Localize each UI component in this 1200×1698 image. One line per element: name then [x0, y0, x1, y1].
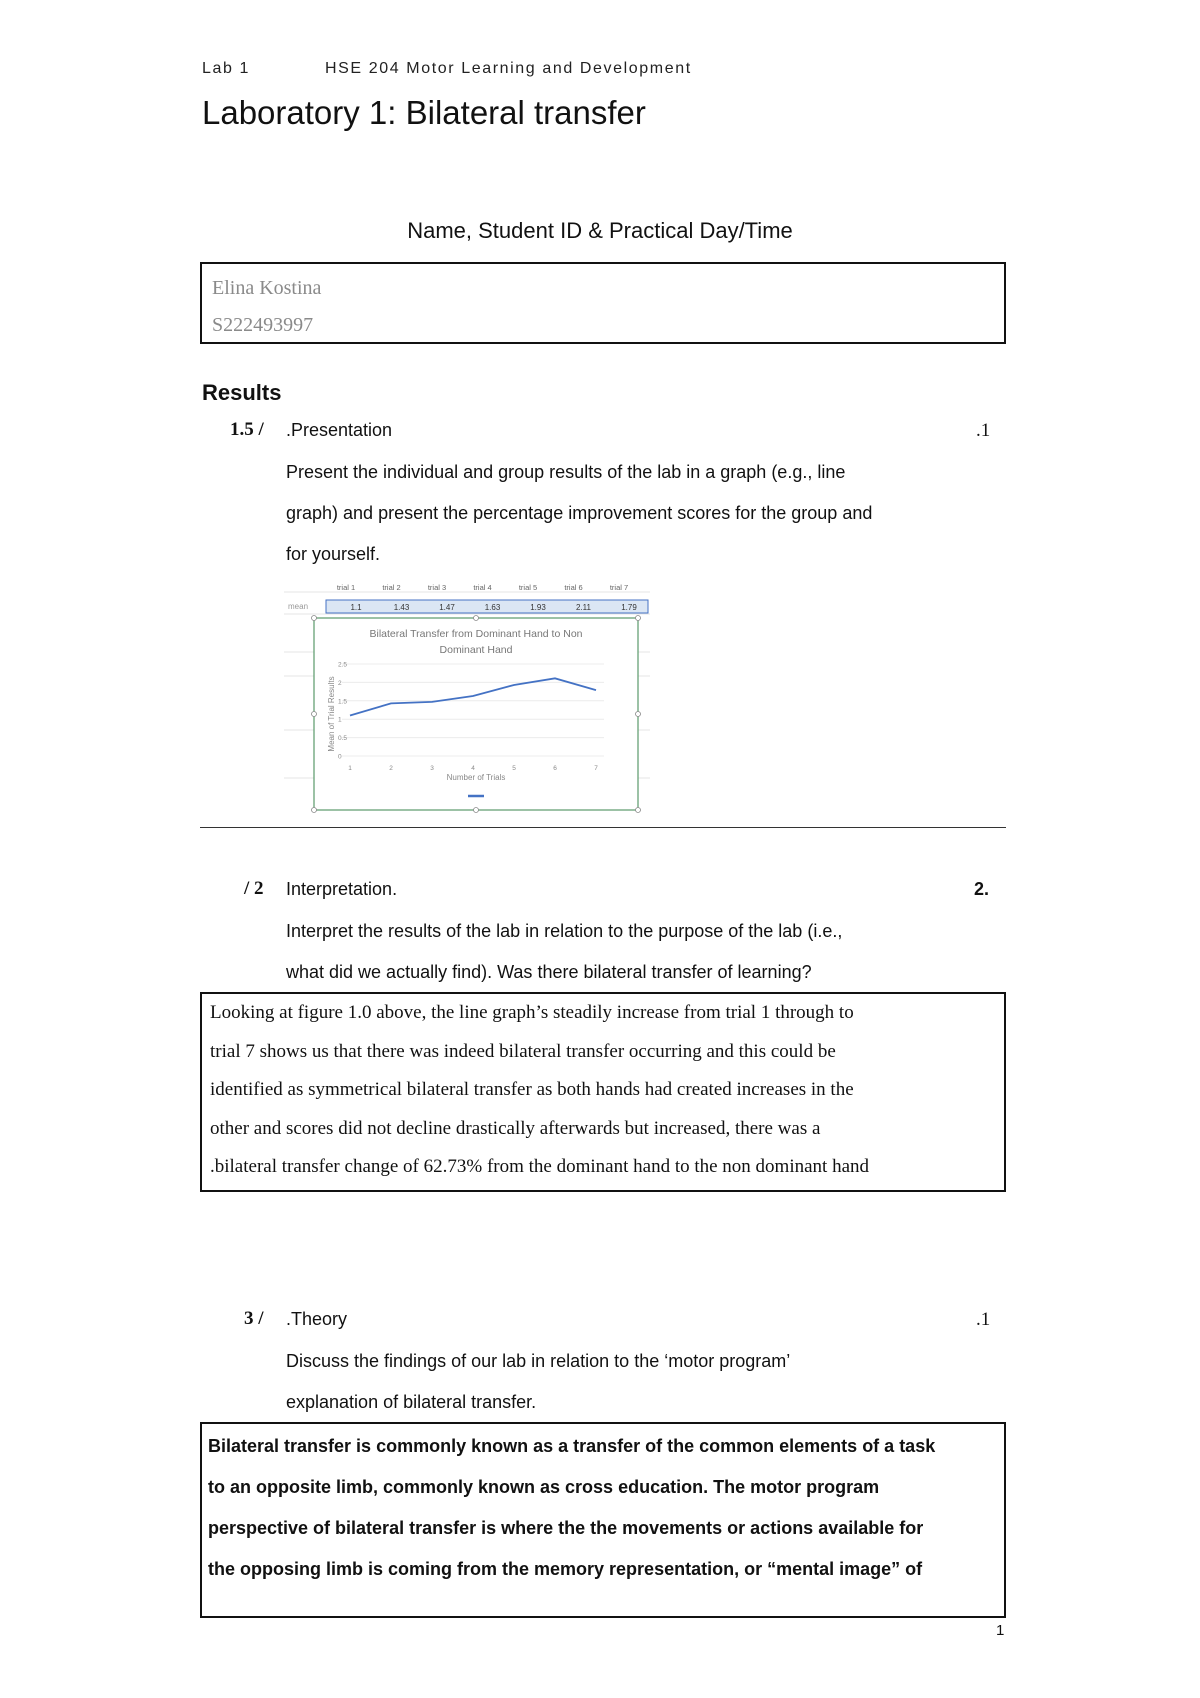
chart-ylabel: Mean of Trial Results: [327, 676, 336, 752]
chart-title-line-1: Bilateral Transfer from Dominant Hand to Non: [369, 628, 583, 640]
y-tick-label: 2.5: [338, 661, 348, 669]
q2-answer-line: other and scores did not decline drastically afterwards but increased, there was a: [210, 1117, 821, 1139]
y-tick-label: 1.5: [338, 698, 348, 706]
q2-prompt-line: what did we actually find). Was there bilateral transfer of learning?: [286, 962, 812, 982]
q3-score: 3 /: [244, 1308, 264, 1329]
q3-prompt-line: explanation of bilateral transfer.: [286, 1392, 537, 1412]
x-tick-label: 2: [389, 765, 393, 772]
q1-prompt-line: for yourself.: [286, 544, 381, 564]
q2-number: 2.: [974, 879, 990, 899]
x-tick-label: 5: [512, 765, 516, 772]
table-header-cell: trial 2: [382, 583, 401, 592]
q3-prompt: [286, 1341, 1006, 1423]
q1-prompt-line: graph) and present the percentage improvement scores for the group and: [286, 503, 873, 523]
table-row-label: mean: [288, 602, 309, 611]
table-header-cell: trial 6: [564, 583, 583, 592]
chart-xlabel: Number of Trials: [446, 773, 506, 782]
x-tick-label: 1: [348, 765, 352, 772]
q2-prompt-line: Interpret the results of the lab in relation to the purpose of the lab (i.e.,: [286, 921, 843, 941]
q2-prompt: [286, 911, 1006, 993]
q2-score: / 2: [244, 878, 264, 899]
q1-score: 1.5 /: [230, 419, 264, 440]
x-tick-label: 4: [471, 765, 475, 772]
table-header-cell: trial 7: [609, 583, 629, 592]
q2-answer-line: .bilateral transfer change of 62.73% from the dominant hand to the non dominant hand: [210, 1156, 870, 1177]
q1-number: .1: [976, 420, 991, 441]
q3-answer-line: the opposing limb is coming from the memory representation, or “mental image” of: [208, 1559, 923, 1579]
header-lab-label: Lab 1: [202, 60, 251, 77]
q3-number: .1: [976, 1309, 991, 1330]
q2-answer-box: [200, 992, 1006, 1192]
table-header-cell: trial 4: [473, 583, 492, 592]
table-value-cell: 1.47: [439, 603, 455, 612]
x-tick-label: 3: [430, 765, 434, 772]
q3-answer-line: to an opposite limb, commonly known as cross education. The motor program: [208, 1477, 880, 1497]
y-tick-label: 0: [338, 753, 342, 761]
table-header-cell: trial 5: [518, 583, 538, 592]
student-name: Elina Kostina: [212, 277, 322, 299]
table-value-cell: 1.93: [530, 603, 546, 612]
bilateral-transfer-chart: [284, 580, 650, 814]
student-id: S222493997: [212, 314, 314, 336]
y-tick-label: 2: [338, 679, 342, 687]
q3-answer-box: [200, 1422, 1006, 1618]
x-tick-label: 7: [594, 765, 598, 772]
q1-prompt: [286, 452, 1006, 575]
q3-label: .Theory: [286, 1309, 348, 1329]
q3-prompt-line: Discuss the findings of our lab in relation to the ‘motor program’: [286, 1351, 791, 1371]
q3-answer-line: perspective of bilateral transfer is where the the movements or actions available for: [208, 1518, 924, 1538]
page-title: Laboratory 1: Bilateral transfer: [202, 94, 646, 131]
q1-prompt-line: Present the individual and group results of the lab in a graph (e.g., line: [286, 462, 846, 482]
table-value-cell: 1.79: [621, 603, 637, 612]
table-header-cell: trial 1: [336, 583, 356, 592]
table-value-cell: 2.11: [576, 603, 591, 612]
header-course: HSE 204 Motor Learning and Development: [325, 60, 692, 77]
table-value-cell: 1.63: [484, 603, 501, 612]
q1-label: .Presentation: [286, 420, 393, 440]
results-heading: Results: [202, 380, 282, 405]
chart-title-line-2: Dominant Hand: [439, 644, 513, 656]
page-number: 1: [996, 1622, 1005, 1639]
name-box: [200, 262, 1006, 344]
name-section-heading: Name, Student ID & Practical Day/Time: [407, 218, 793, 243]
y-tick-label: 1: [338, 716, 342, 724]
q2-answer-line: identified as symmetrical bilateral transfer as both hands had created increases in the: [210, 1079, 854, 1100]
q3-answer-line: Bilateral transfer is commonly known as a transfer of the common elements of a task: [208, 1436, 936, 1456]
q2-answer-line: trial 7 shows us that there was indeed bilateral transfer occurring and this could be: [210, 1040, 836, 1062]
table-header-cell: trial 3: [427, 583, 447, 592]
section-divider: [200, 827, 1006, 828]
table-value-cell: 1.1: [350, 603, 362, 612]
q2-answer-line: Looking at figure 1.0 above, the line graph’s steadily increase from trial 1 through to: [210, 1002, 854, 1023]
x-tick-label: 6: [553, 765, 557, 772]
y-tick-label: 0.5: [338, 735, 348, 743]
table-value-cell: 1.43: [393, 603, 410, 612]
q2-label: Interpretation.: [286, 879, 398, 899]
